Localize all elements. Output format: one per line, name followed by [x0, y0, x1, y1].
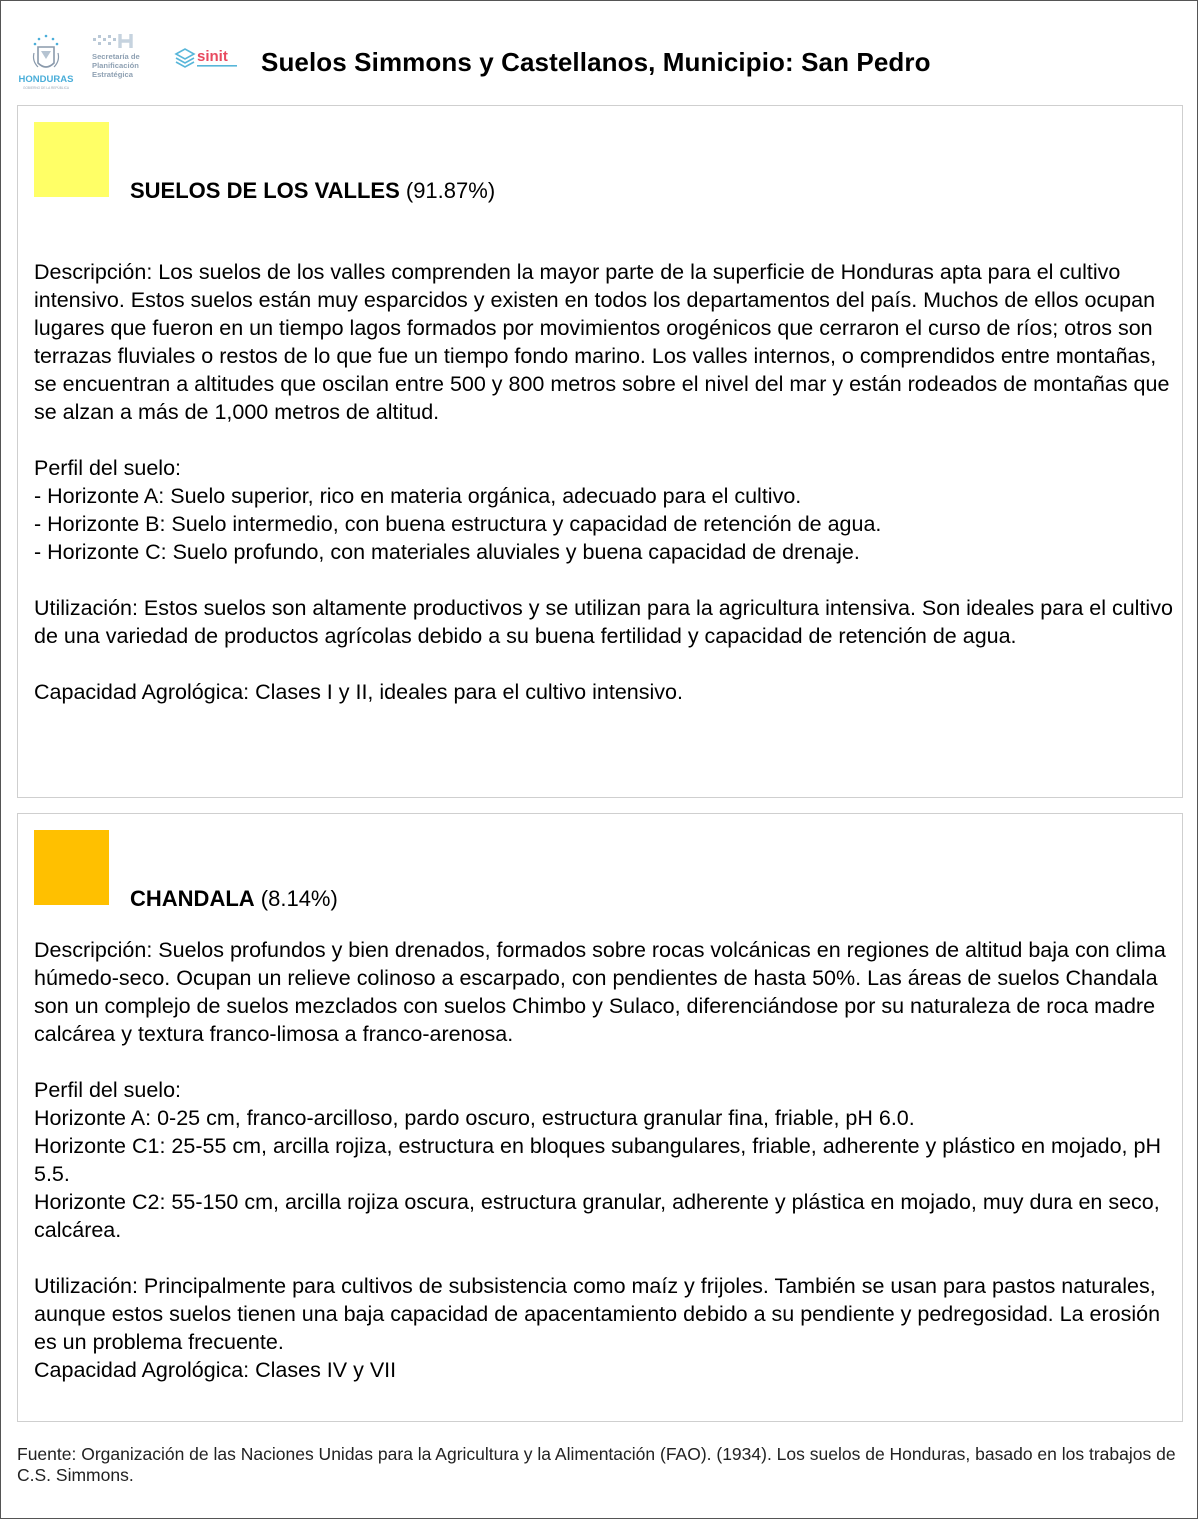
description-paragraph: Descripción: Suelos profundos y bien drenados, formados sobre rocas volcánicas en regiones de altitud baja con clima húmedo-seco. Ocupan un relieve colinoso a escarpado, con pendientes de hasta 50%. Las áreas de suelos Chandala son un complejo de suelos mezclados con suelos Chimbo y Sulaco, diferenciándose por su naturaleza de roca madre calcárea y textura franco-limosa a franco-arenosa.: [34, 938, 1166, 1046]
soil-color-swatch: [34, 830, 109, 905]
soil-heading: [130, 886, 338, 912]
profile-heading: Perfil del suelo:: [34, 1078, 181, 1102]
description-paragraph: Descripción: Los suelos de los valles comprenden la mayor parte de la superficie de Honduras apta para el cultivo intensivo. Estos suelos están muy esparcidos y existen en todos los departamentos del país. Muchos de ellos ocupan lugares que fueron en un tiempo lagos formados por movimientos orogénicos que cerraron el curso de ríos; otros son terrazas fluviales o restos de lo que fue un tiempo fondo marino. Los valles internos, o comprendidos entre montañas, se encuentran a altitudes que oscilan entre 500 y 800 metros sobre el nivel del mar y están rodeados de montañas que se alzan a más de 1,000 metros de altitud.: [34, 260, 1170, 424]
usage-paragraph: Utilización: Estos suelos son altamente productivos y se utilizan para la agricultura intensiva. Son ideales para el cultivo de una variedad de productos agrícolas debido a su buena fertilidad y capacidad de retención de agua.: [34, 596, 1173, 648]
soil-name: CHANDALA: [130, 886, 255, 911]
profile-horizon: Horizonte C2: 55-150 cm, arcilla rojiza oscura, estructura granular, adherente y plástica en mojado, muy dura en seco, calcárea.: [34, 1190, 1160, 1242]
profile-heading: Perfil del suelo:: [34, 456, 181, 480]
profile-horizon: Horizonte A: 0-25 cm, franco-arcilloso, pardo oscuro, estructura granular fina, friable, pH 6.0.: [34, 1106, 915, 1130]
soil-percent: (91.87%): [405, 178, 496, 203]
honduras-logo-subtext: GOBIERNO DE LA REPÚBLICA: [22, 86, 70, 90]
soil-section-chandala: [17, 813, 1183, 1422]
capacity-paragraph: Capacidad Agrológica: Clases IV y VII: [34, 1358, 397, 1382]
soil-description: [34, 936, 1174, 1384]
usage-paragraph: Utilización: Principalmente para cultivos de subsistencia como maíz y frijoles. También se usan para pastos naturales, aunque estos suelos tienen una baja capacidad de apacentamiento debido a su pendiente y pedregosidad. La erosión es un problema frecuente.: [34, 1274, 1161, 1354]
profile-horizon: - Horizonte B: Suelo intermedio, con buena estructura y capacidad de retención de agua.: [34, 512, 882, 536]
sinit-logo: [173, 45, 241, 71]
soil-name: SUELOS DE LOS VALLES: [130, 178, 400, 203]
honduras-logo-text: HONDURAS: [18, 74, 74, 85]
soil-section-valles: [17, 105, 1183, 798]
soil-description: [34, 258, 1174, 706]
soil-heading: [130, 178, 495, 204]
spe-logo-line-1: Secretaría de: [92, 52, 140, 61]
soil-color-swatch: [34, 122, 109, 197]
profile-horizon: - Horizonte C: Suelo profundo, con materiales aluviales y buena capacidad de drenaje.: [34, 540, 860, 564]
source-footer: Fuente: Organización de las Naciones Unidas para la Agricultura y la Alimentación (FAO). (1934). Los suelos de Honduras, basado en los trabajos de C.S. Simmons.: [17, 1444, 1176, 1485]
report-header: [1, 1, 1199, 101]
soil-percent: (8.14%): [260, 886, 338, 911]
capacity-paragraph: Capacidad Agrológica: Clases I y II, ideales para el cultivo intensivo.: [34, 680, 683, 704]
profile-horizon: Horizonte C1: 25-55 cm, arcilla rojiza, estructura en bloques subangulares, friable, adherente y plástico en mojado, pH 5.5.: [34, 1134, 1161, 1186]
page-title: Suelos Simmons y Castellanos, Municipio: San Pedro: [261, 47, 931, 77]
sinit-logo-text: sinit: [197, 48, 228, 65]
spe-logo-line-2: Planificación: [92, 61, 139, 70]
spe-logo-line-3: Estratégica: [92, 70, 133, 79]
spe-logo: [91, 33, 153, 85]
profile-horizon: - Horizonte A: Suelo superior, rico en materia orgánica, adecuado para el cultivo.: [34, 484, 802, 508]
honduras-logo: [17, 33, 75, 91]
